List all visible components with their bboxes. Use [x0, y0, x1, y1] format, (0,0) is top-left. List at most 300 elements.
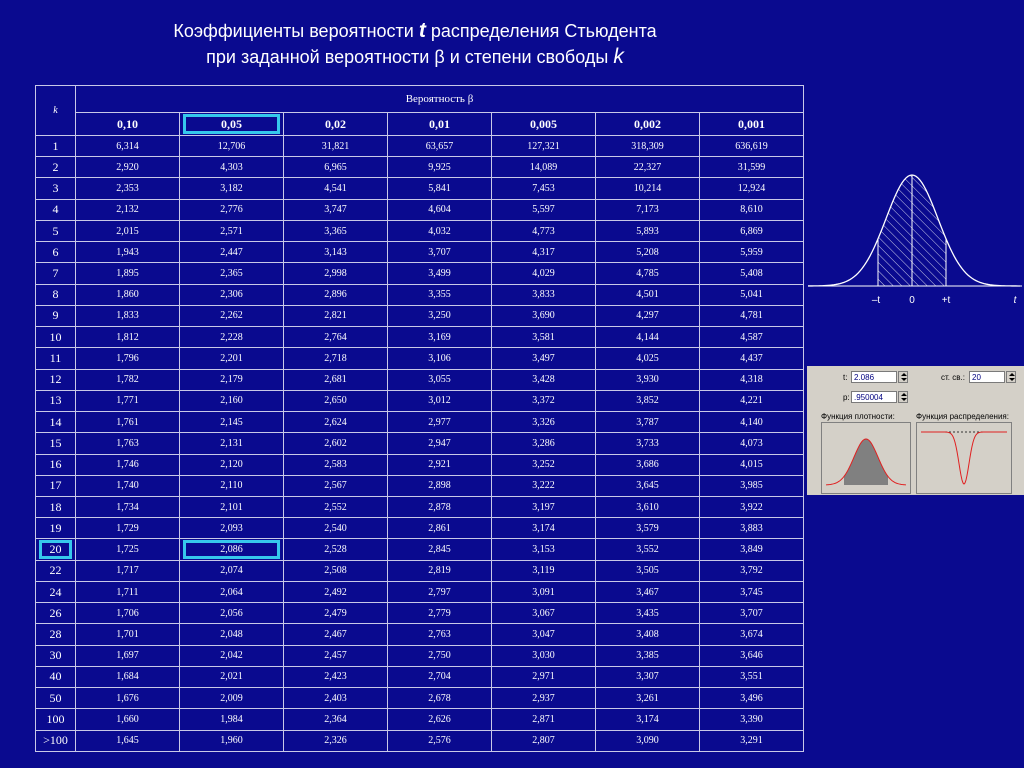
t-value-cell: 3,261 — [596, 688, 700, 709]
title-line-2 — [0, 45, 830, 69]
t-value-cell: 1,660 — [76, 709, 180, 730]
t-value-cell: 3,307 — [596, 666, 700, 687]
t-distribution-curve — [806, 165, 1024, 315]
k-cell: 14 — [36, 412, 76, 433]
t-value-cell: 2,937 — [492, 688, 596, 709]
t-value-cell: 2,898 — [388, 475, 492, 496]
t-value-cell: 3,106 — [388, 348, 492, 369]
t-value-cell: 1,740 — [76, 475, 180, 496]
t-value-cell: 1,684 — [76, 666, 180, 687]
t-value-cell: 1,697 — [76, 645, 180, 666]
t-value-cell: 1,782 — [76, 369, 180, 390]
t-value-cell: 1,725 — [76, 539, 180, 560]
t-value-cell: 7,173 — [596, 199, 700, 220]
table-row — [36, 581, 804, 602]
k-cell: 12 — [36, 369, 76, 390]
table-row — [36, 518, 804, 539]
probability-header-cell: Вероятность β — [76, 86, 804, 113]
t-value-cell: 3,852 — [596, 390, 700, 411]
table-row — [36, 560, 804, 581]
t-value-cell: 2,602 — [284, 433, 388, 454]
t-value-cell: 2,145 — [180, 412, 284, 433]
t-value-cell: 31,599 — [700, 157, 804, 178]
probability-column-header: 0,002 — [596, 113, 700, 136]
t-value-cell: 2,552 — [284, 496, 388, 517]
k-cell: 20 — [36, 539, 76, 560]
t-value-cell: 2,508 — [284, 560, 388, 581]
k-cell: 8 — [36, 284, 76, 305]
t-value-cell: 2,042 — [180, 645, 284, 666]
t-value-cell: 2,326 — [284, 730, 388, 751]
t-value-cell: 3,552 — [596, 539, 700, 560]
t-value-cell: 3,833 — [492, 284, 596, 305]
table-row — [36, 178, 804, 199]
t-value-cell: 2,479 — [284, 603, 388, 624]
t-value-cell: 3,930 — [596, 369, 700, 390]
t-value-cell: 4,140 — [700, 412, 804, 433]
t-value-cell: 2,650 — [284, 390, 388, 411]
plus-t-label: +t — [941, 295, 951, 306]
t-value-cell: 3,646 — [700, 645, 804, 666]
t-value-cell: 2,750 — [388, 645, 492, 666]
density-plot-box — [821, 422, 911, 494]
k-cell: 18 — [36, 496, 76, 517]
t-value-cell: 2,576 — [388, 730, 492, 751]
p-value-field[interactable]: .950004 — [851, 391, 897, 403]
k-cell: 24 — [36, 581, 76, 602]
k-cell: 19 — [36, 518, 76, 539]
t-value-cell: 2,998 — [284, 263, 388, 284]
probability-column-header: 0,001 — [700, 113, 804, 136]
t-value-cell: 2,423 — [284, 666, 388, 687]
t-value-cell: 4,303 — [180, 157, 284, 178]
distribution-label: Функция распределения: — [916, 412, 1009, 421]
t-value-cell: 1,860 — [76, 284, 180, 305]
t-value-cell: 1,895 — [76, 263, 180, 284]
t-value-cell: 12,924 — [700, 178, 804, 199]
table-row — [36, 433, 804, 454]
t-value-cell: 2,056 — [180, 603, 284, 624]
t-axis-label: t — [1013, 295, 1017, 306]
t-value-cell: 2,977 — [388, 412, 492, 433]
t-value-cell: 3,985 — [700, 475, 804, 496]
k-cell: 1 — [36, 136, 76, 157]
t-value-cell: 2,861 — [388, 518, 492, 539]
t-value-cell: 14,089 — [492, 157, 596, 178]
table-row — [36, 496, 804, 517]
table-row — [36, 136, 804, 157]
t-value-cell: 2,064 — [180, 581, 284, 602]
t-value-cell: 2,821 — [284, 305, 388, 326]
t-value-cell: 1,763 — [76, 433, 180, 454]
t-value-cell: 127,321 — [492, 136, 596, 157]
t-value-cell: 3,252 — [492, 454, 596, 475]
t-value-cell: 7,453 — [492, 178, 596, 199]
t-value-cell: 3,551 — [700, 666, 804, 687]
t-value-cell: 318,309 — [596, 136, 700, 157]
t-value-cell: 2,015 — [76, 220, 180, 241]
t-value-cell: 4,587 — [700, 327, 804, 348]
t-value-cell: 2,845 — [388, 539, 492, 560]
k-cell: 15 — [36, 433, 76, 454]
t-value-cell: 3,372 — [492, 390, 596, 411]
t-value-cell: 1,833 — [76, 305, 180, 326]
t-value-cell: 2,681 — [284, 369, 388, 390]
table-row — [36, 454, 804, 475]
t-value-cell: 4,073 — [700, 433, 804, 454]
title-t-symbol: t — [418, 19, 426, 42]
k-cell: 2 — [36, 157, 76, 178]
t-value-cell: 2,160 — [180, 390, 284, 411]
t-spinner[interactable] — [898, 371, 908, 383]
t-value-cell: 3,090 — [596, 730, 700, 751]
t-value-cell: 3,143 — [284, 242, 388, 263]
t-value-cell: 3,435 — [596, 603, 700, 624]
t-value-cell: 4,781 — [700, 305, 804, 326]
t-value-cell: 2,353 — [76, 178, 180, 199]
t-value-cell: 3,674 — [700, 624, 804, 645]
t-value-cell: 3,610 — [596, 496, 700, 517]
t-value-cell: 2,528 — [284, 539, 388, 560]
density-plot — [822, 423, 910, 493]
t-value-cell: 4,025 — [596, 348, 700, 369]
t-value-cell: 2,306 — [180, 284, 284, 305]
t-value-cell: 4,221 — [700, 390, 804, 411]
probability-column-header: 0,005 — [492, 113, 596, 136]
t-value-cell: 4,604 — [388, 199, 492, 220]
table-row — [36, 305, 804, 326]
student-t-table — [35, 85, 804, 752]
t-value-cell: 5,841 — [388, 178, 492, 199]
table-row — [36, 603, 804, 624]
t-value-cell: 1,761 — [76, 412, 180, 433]
t-value-cell: 2,571 — [180, 220, 284, 241]
k-cell: 13 — [36, 390, 76, 411]
t-value-cell: 1,771 — [76, 390, 180, 411]
t-value-cell: 5,041 — [700, 284, 804, 305]
t-value-cell: 3,505 — [596, 560, 700, 581]
t-value-cell: 3,174 — [596, 709, 700, 730]
t-value-cell: 2,896 — [284, 284, 388, 305]
t-value-cell: 2,819 — [388, 560, 492, 581]
t-value-cell: 2,228 — [180, 327, 284, 348]
table-row — [36, 284, 804, 305]
t-value-cell: 4,317 — [492, 242, 596, 263]
t-value-cell: 4,032 — [388, 220, 492, 241]
t-value-cell: 2,021 — [180, 666, 284, 687]
k-cell: 17 — [36, 475, 76, 496]
density-label: Функция плотности: — [821, 412, 895, 421]
k-cell: 30 — [36, 645, 76, 666]
table-row — [36, 263, 804, 284]
k-cell: 5 — [36, 220, 76, 241]
t-value-cell: 2,457 — [284, 645, 388, 666]
t-value-cell: 3,792 — [700, 560, 804, 581]
t-value-cell: 5,408 — [700, 263, 804, 284]
t-value-cell: 3,733 — [596, 433, 700, 454]
t-value-cell: 2,074 — [180, 560, 284, 581]
table-row — [36, 645, 804, 666]
k-cell: 28 — [36, 624, 76, 645]
t-value-cell: 1,645 — [76, 730, 180, 751]
k-cell: 9 — [36, 305, 76, 326]
t-value-cell: 3,182 — [180, 178, 284, 199]
t-value-cell: 2,132 — [76, 199, 180, 220]
table-row — [36, 390, 804, 411]
t-value-cell: 3,690 — [492, 305, 596, 326]
t-value-cell: 3,174 — [492, 518, 596, 539]
p-spinner[interactable] — [898, 391, 908, 403]
t-value-cell: 4,773 — [492, 220, 596, 241]
t-value-cell: 2,492 — [284, 581, 388, 602]
k-cell: 4 — [36, 199, 76, 220]
t-value-cell: 2,678 — [388, 688, 492, 709]
t-label: t: — [843, 373, 848, 382]
t-value-cell: 2,120 — [180, 454, 284, 475]
t-value-cell: 2,403 — [284, 688, 388, 709]
k-cell: 40 — [36, 666, 76, 687]
t-value-cell: 5,893 — [596, 220, 700, 241]
t-value-cell: 3,497 — [492, 348, 596, 369]
t-value-cell: 3,883 — [700, 518, 804, 539]
t-value-cell: 3,119 — [492, 560, 596, 581]
t-value-cell: 4,318 — [700, 369, 804, 390]
t-value-cell: 3,408 — [596, 624, 700, 645]
t-value-cell: 4,015 — [700, 454, 804, 475]
table-row — [36, 220, 804, 241]
table-row — [36, 539, 804, 560]
t-value-cell: 3,745 — [700, 581, 804, 602]
t-value-cell: 3,467 — [596, 581, 700, 602]
t-value-cell: 3,055 — [388, 369, 492, 390]
t-value-cell: 3,428 — [492, 369, 596, 390]
t-value-cell: 2,365 — [180, 263, 284, 284]
t-value-cell: 2,797 — [388, 581, 492, 602]
k-cell: 100 — [36, 709, 76, 730]
density-fill — [844, 439, 888, 485]
t-value-cell: 2,947 — [388, 433, 492, 454]
t-value-cell: 1,960 — [180, 730, 284, 751]
t-value-cell: 2,110 — [180, 475, 284, 496]
probability-column-header: 0,02 — [284, 113, 388, 136]
table-row — [36, 730, 804, 751]
probability-column-header: 0,10 — [76, 113, 180, 136]
t-value-cell: 2,920 — [76, 157, 180, 178]
k-cell: 7 — [36, 263, 76, 284]
t-value-cell: 1,746 — [76, 454, 180, 475]
table-row — [36, 412, 804, 433]
t-value-cell: 4,437 — [700, 348, 804, 369]
t-value-cell: 2,763 — [388, 624, 492, 645]
t-value-cell: 4,144 — [596, 327, 700, 348]
title-text-c: при заданной вероятности β и степени свободы — [206, 47, 614, 67]
t-value-cell: 1,717 — [76, 560, 180, 581]
t-value-cell: 3,707 — [388, 242, 492, 263]
t-value-cell: 3,707 — [700, 603, 804, 624]
t-value-cell: 3,355 — [388, 284, 492, 305]
t-value-cell: 3,153 — [492, 539, 596, 560]
t-value-cell: 1,812 — [76, 327, 180, 348]
t-value-cell: 1,706 — [76, 603, 180, 624]
t-value-cell: 2,624 — [284, 412, 388, 433]
table-row — [36, 709, 804, 730]
t-value-cell: 2,467 — [284, 624, 388, 645]
k-cell: 6 — [36, 242, 76, 263]
k-header-cell: k — [36, 86, 76, 136]
t-value-cell: 2,048 — [180, 624, 284, 645]
t-value-cell: 3,747 — [284, 199, 388, 220]
k-cell: 50 — [36, 688, 76, 709]
t-value-cell: 2,626 — [388, 709, 492, 730]
t-value-cell: 2,201 — [180, 348, 284, 369]
t-value-cell: 2,009 — [180, 688, 284, 709]
t-value-cell: 3,067 — [492, 603, 596, 624]
k-cell: 16 — [36, 454, 76, 475]
table-row — [36, 369, 804, 390]
k-cell: 11 — [36, 348, 76, 369]
k-cell: >100 — [36, 730, 76, 751]
table-row — [36, 666, 804, 687]
t-value-cell: 1,676 — [76, 688, 180, 709]
t-value-field[interactable]: 2.086 — [851, 371, 897, 383]
t-value-cell: 2,131 — [180, 433, 284, 454]
header-row-probability — [36, 86, 804, 113]
t-value-cell: 10,214 — [596, 178, 700, 199]
t-value-cell: 2,086 — [180, 539, 284, 560]
k-cell: 3 — [36, 178, 76, 199]
t-value-cell: 4,029 — [492, 263, 596, 284]
t-value-cell: 3,286 — [492, 433, 596, 454]
minus-t-label: –t — [871, 295, 881, 306]
t-value-cell: 1,734 — [76, 496, 180, 517]
table-row — [36, 157, 804, 178]
table-row — [36, 348, 804, 369]
title-k-symbol: k — [613, 45, 624, 68]
distribution-curve — [921, 432, 1007, 484]
t-value-cell: 2,704 — [388, 666, 492, 687]
table-row — [36, 688, 804, 709]
t-value-cell: 3,787 — [596, 412, 700, 433]
t-value-cell: 9,925 — [388, 157, 492, 178]
t-value-cell: 3,385 — [596, 645, 700, 666]
t-value-cell: 2,764 — [284, 327, 388, 348]
t-value-cell: 3,645 — [596, 475, 700, 496]
zero-label: 0 — [909, 295, 915, 306]
t-value-cell: 3,169 — [388, 327, 492, 348]
t-value-cell: 4,541 — [284, 178, 388, 199]
t-value-cell: 2,567 — [284, 475, 388, 496]
t-value-cell: 1,711 — [76, 581, 180, 602]
t-value-cell: 1,984 — [180, 709, 284, 730]
t-value-cell: 3,496 — [700, 688, 804, 709]
t-value-cell: 3,581 — [492, 327, 596, 348]
t-value-cell: 2,971 — [492, 666, 596, 687]
t-value-cell: 6,869 — [700, 220, 804, 241]
t-value-cell: 3,922 — [700, 496, 804, 517]
t-value-cell: 2,807 — [492, 730, 596, 751]
probability-column-header: 0,01 — [388, 113, 492, 136]
table-row — [36, 327, 804, 348]
t-value-cell: 2,179 — [180, 369, 284, 390]
t-value-cell: 2,871 — [492, 709, 596, 730]
t-value-cell: 22,327 — [596, 157, 700, 178]
t-value-cell: 1,729 — [76, 518, 180, 539]
t-value-cell: 1,701 — [76, 624, 180, 645]
t-value-cell: 2,878 — [388, 496, 492, 517]
t-value-cell: 4,297 — [596, 305, 700, 326]
df-spinner[interactable] — [1006, 371, 1016, 383]
t-value-cell: 3,579 — [596, 518, 700, 539]
table-row — [36, 242, 804, 263]
t-value-cell: 3,291 — [700, 730, 804, 751]
t-value-cell: 2,262 — [180, 305, 284, 326]
k-cell: 10 — [36, 327, 76, 348]
table-row — [36, 475, 804, 496]
t-value-cell: 4,785 — [596, 263, 700, 284]
t-value-cell: 3,250 — [388, 305, 492, 326]
title-text-b: распределения Стьюдента — [425, 21, 657, 41]
t-value-cell: 8,610 — [700, 199, 804, 220]
t-value-cell: 2,447 — [180, 242, 284, 263]
t-value-cell: 3,030 — [492, 645, 596, 666]
header-row-values — [36, 113, 804, 136]
t-value-cell: 6,965 — [284, 157, 388, 178]
table-row — [36, 624, 804, 645]
t-value-cell: 5,208 — [596, 242, 700, 263]
t-value-cell: 2,776 — [180, 199, 284, 220]
t-value-cell: 3,197 — [492, 496, 596, 517]
table-row — [36, 199, 804, 220]
t-value-cell: 3,222 — [492, 475, 596, 496]
t-value-cell: 3,012 — [388, 390, 492, 411]
t-value-cell: 2,364 — [284, 709, 388, 730]
t-value-cell: 3,365 — [284, 220, 388, 241]
t-value-cell: 1,943 — [76, 242, 180, 263]
t-value-cell: 3,849 — [700, 539, 804, 560]
t-value-cell: 4,501 — [596, 284, 700, 305]
p-label: p: — [843, 393, 850, 402]
t-value-cell: 3,686 — [596, 454, 700, 475]
t-value-cell: 2,718 — [284, 348, 388, 369]
k-cell: 26 — [36, 603, 76, 624]
k-cell: 22 — [36, 560, 76, 581]
t-value-cell: 5,959 — [700, 242, 804, 263]
t-value-cell: 636,619 — [700, 136, 804, 157]
t-value-cell: 5,597 — [492, 199, 596, 220]
t-value-cell: 3,390 — [700, 709, 804, 730]
t-value-cell: 3,091 — [492, 581, 596, 602]
t-value-cell: 12,706 — [180, 136, 284, 157]
t-value-cell: 1,796 — [76, 348, 180, 369]
distribution-plot-box — [916, 422, 1012, 494]
t-value-cell: 6,314 — [76, 136, 180, 157]
t-value-cell: 3,326 — [492, 412, 596, 433]
df-value-field[interactable]: 20 — [969, 371, 1005, 383]
title-line-1 — [0, 19, 830, 43]
distribution-plot — [917, 423, 1011, 493]
t-value-cell: 3,499 — [388, 263, 492, 284]
probability-column-header: 0,05 — [180, 113, 284, 136]
title-text-a: Коэффициенты вероятности — [173, 21, 419, 41]
t-value-cell: 2,921 — [388, 454, 492, 475]
t-value-cell: 2,779 — [388, 603, 492, 624]
t-value-cell: 63,657 — [388, 136, 492, 157]
t-value-cell: 2,583 — [284, 454, 388, 475]
t-value-cell: 31,821 — [284, 136, 388, 157]
t-value-cell: 2,093 — [180, 518, 284, 539]
df-label: ст. св.: — [941, 373, 965, 382]
t-calculator-panel — [807, 366, 1024, 495]
